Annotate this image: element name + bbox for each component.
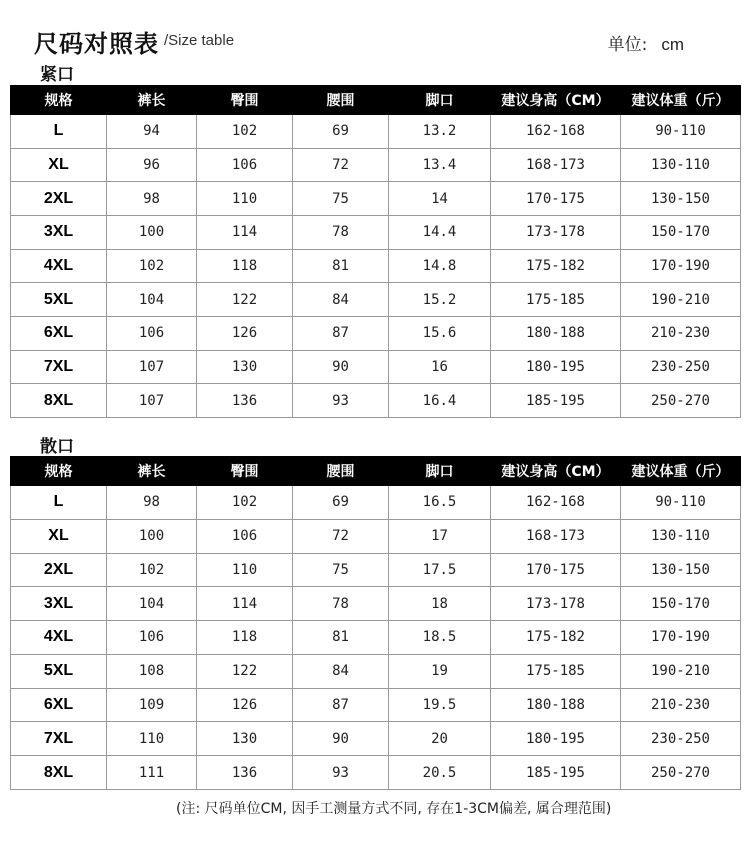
table-row bbox=[11, 654, 741, 688]
column-header: 建议体重（斤） bbox=[621, 457, 741, 486]
table-cell: 107 bbox=[107, 350, 197, 384]
table-cell: 230-250 bbox=[621, 722, 741, 756]
table-cell: 16 bbox=[389, 350, 491, 384]
table-row bbox=[11, 621, 741, 655]
table-cell: 78 bbox=[293, 215, 389, 249]
table-cell: 107 bbox=[107, 384, 197, 418]
section-label-tight: 紧口 bbox=[40, 65, 74, 85]
table-cell: 210-230 bbox=[621, 316, 741, 350]
table-cell: 87 bbox=[293, 688, 389, 722]
table-cell: 106 bbox=[197, 519, 293, 553]
table-cell: 106 bbox=[107, 316, 197, 350]
table-cell: 168-173 bbox=[491, 148, 621, 182]
table-cell: 81 bbox=[293, 249, 389, 283]
table-cell: 98 bbox=[107, 486, 197, 520]
page-title: 尺码对照表 bbox=[34, 30, 159, 58]
size-cell: 3XL bbox=[11, 587, 107, 621]
column-header: 建议身高（CM） bbox=[491, 86, 621, 115]
table-header-row bbox=[11, 457, 741, 486]
column-header: 臀围 bbox=[197, 86, 293, 115]
table-row bbox=[11, 182, 741, 216]
table-row bbox=[11, 115, 741, 149]
table-cell: 13.4 bbox=[389, 148, 491, 182]
column-header: 脚口 bbox=[389, 86, 491, 115]
table-cell: 130 bbox=[197, 722, 293, 756]
size-cell: L bbox=[11, 115, 107, 149]
measurement-note: (注: 尺码单位CM, 因手工测量方式不同, 存在1-3CM偏差, 属合理范围) bbox=[176, 801, 612, 817]
column-header: 裤长 bbox=[107, 86, 197, 115]
size-cell: 6XL bbox=[11, 316, 107, 350]
table-cell: 170-190 bbox=[621, 249, 741, 283]
table-cell: 109 bbox=[107, 688, 197, 722]
table-cell: 170-175 bbox=[491, 182, 621, 216]
table-row bbox=[11, 215, 741, 249]
size-cell: XL bbox=[11, 148, 107, 182]
column-header: 腰围 bbox=[293, 457, 389, 486]
table-cell: 122 bbox=[197, 283, 293, 317]
table-cell: 173-178 bbox=[491, 215, 621, 249]
table-cell: 104 bbox=[107, 283, 197, 317]
table-cell: 114 bbox=[197, 215, 293, 249]
table-cell: 20 bbox=[389, 722, 491, 756]
table-cell: 136 bbox=[197, 384, 293, 418]
table-cell: 175-185 bbox=[491, 654, 621, 688]
page-subtitle: /Size table bbox=[164, 32, 235, 49]
size-cell: 4XL bbox=[11, 621, 107, 655]
column-header: 规格 bbox=[11, 457, 107, 486]
unit-indicator bbox=[608, 30, 684, 55]
table-cell: 93 bbox=[293, 384, 389, 418]
table-cell: 118 bbox=[197, 621, 293, 655]
size-cell: 3XL bbox=[11, 215, 107, 249]
table-cell: 75 bbox=[293, 553, 389, 587]
table-row bbox=[11, 316, 741, 350]
table-cell: 15.2 bbox=[389, 283, 491, 317]
size-cell: 2XL bbox=[11, 553, 107, 587]
table-cell: 19 bbox=[389, 654, 491, 688]
size-cell: 7XL bbox=[11, 722, 107, 756]
table-cell: 96 bbox=[107, 148, 197, 182]
column-header: 建议体重（斤） bbox=[621, 86, 741, 115]
table-cell: 15.6 bbox=[389, 316, 491, 350]
table-cell: 106 bbox=[107, 621, 197, 655]
table-cell: 250-270 bbox=[621, 756, 741, 790]
table-cell: 118 bbox=[197, 249, 293, 283]
table-cell: 114 bbox=[197, 587, 293, 621]
table-cell: 185-195 bbox=[491, 384, 621, 418]
table-cell: 90 bbox=[293, 722, 389, 756]
table-cell: 13.2 bbox=[389, 115, 491, 149]
size-cell: 8XL bbox=[11, 384, 107, 418]
table-cell: 175-182 bbox=[491, 249, 621, 283]
table-cell: 69 bbox=[293, 486, 389, 520]
table-cell: 130-150 bbox=[621, 182, 741, 216]
size-cell: 5XL bbox=[11, 283, 107, 317]
table-cell: 93 bbox=[293, 756, 389, 790]
table-row bbox=[11, 148, 741, 182]
table-cell: 210-230 bbox=[621, 688, 741, 722]
size-cell: 2XL bbox=[11, 182, 107, 216]
table-cell: 126 bbox=[197, 316, 293, 350]
table-cell: 14.8 bbox=[389, 249, 491, 283]
table-row bbox=[11, 587, 741, 621]
table-cell: 84 bbox=[293, 654, 389, 688]
size-table-tight bbox=[10, 85, 741, 418]
table-cell: 126 bbox=[197, 688, 293, 722]
size-cell: 7XL bbox=[11, 350, 107, 384]
table-cell: 18 bbox=[389, 587, 491, 621]
table-cell: 110 bbox=[197, 553, 293, 587]
table-row bbox=[11, 249, 741, 283]
table-cell: 104 bbox=[107, 587, 197, 621]
table-cell: 90 bbox=[293, 350, 389, 384]
table-cell: 87 bbox=[293, 316, 389, 350]
table-cell: 69 bbox=[293, 115, 389, 149]
table-row bbox=[11, 486, 741, 520]
table-cell: 180-195 bbox=[491, 722, 621, 756]
table-row bbox=[11, 384, 741, 418]
table-cell: 175-185 bbox=[491, 283, 621, 317]
table-row bbox=[11, 688, 741, 722]
table-header-row bbox=[11, 86, 741, 115]
table-cell: 17.5 bbox=[389, 553, 491, 587]
size-cell: 5XL bbox=[11, 654, 107, 688]
table-cell: 170-190 bbox=[621, 621, 741, 655]
table-cell: 180-188 bbox=[491, 688, 621, 722]
size-cell: 4XL bbox=[11, 249, 107, 283]
table-cell: 90-110 bbox=[621, 486, 741, 520]
table-cell: 185-195 bbox=[491, 756, 621, 790]
table-cell: 190-210 bbox=[621, 654, 741, 688]
size-table-loose bbox=[10, 456, 741, 790]
table-cell: 98 bbox=[107, 182, 197, 216]
table-cell: 100 bbox=[107, 215, 197, 249]
size-cell: XL bbox=[11, 519, 107, 553]
column-header: 规格 bbox=[11, 86, 107, 115]
column-header: 腰围 bbox=[293, 86, 389, 115]
table-cell: 16.4 bbox=[389, 384, 491, 418]
table-cell: 102 bbox=[197, 115, 293, 149]
table-cell: 90-110 bbox=[621, 115, 741, 149]
table-cell: 100 bbox=[107, 519, 197, 553]
table-cell: 162-168 bbox=[491, 486, 621, 520]
table-cell: 75 bbox=[293, 182, 389, 216]
column-header: 建议身高（CM） bbox=[491, 457, 621, 486]
table-cell: 14 bbox=[389, 182, 491, 216]
column-header: 臀围 bbox=[197, 457, 293, 486]
table-cell: 20.5 bbox=[389, 756, 491, 790]
table-cell: 150-170 bbox=[621, 215, 741, 249]
table-cell: 173-178 bbox=[491, 587, 621, 621]
table-cell: 14.4 bbox=[389, 215, 491, 249]
table-cell: 19.5 bbox=[389, 688, 491, 722]
table-cell: 110 bbox=[197, 182, 293, 216]
section-label-loose: 散口 bbox=[40, 437, 74, 457]
table-cell: 18.5 bbox=[389, 621, 491, 655]
table-cell: 250-270 bbox=[621, 384, 741, 418]
table-cell: 130-150 bbox=[621, 553, 741, 587]
table-cell: 17 bbox=[389, 519, 491, 553]
table-cell: 111 bbox=[107, 756, 197, 790]
page-header bbox=[34, 22, 724, 58]
column-header: 裤长 bbox=[107, 457, 197, 486]
table-cell: 180-195 bbox=[491, 350, 621, 384]
table-cell: 162-168 bbox=[491, 115, 621, 149]
table-row bbox=[11, 519, 741, 553]
table-cell: 72 bbox=[293, 519, 389, 553]
table-cell: 102 bbox=[107, 553, 197, 587]
table-cell: 136 bbox=[197, 756, 293, 790]
table-cell: 72 bbox=[293, 148, 389, 182]
table-cell: 180-188 bbox=[491, 316, 621, 350]
table-cell: 122 bbox=[197, 654, 293, 688]
unit-value: cm bbox=[661, 35, 684, 54]
table-cell: 130-110 bbox=[621, 519, 741, 553]
table-cell: 81 bbox=[293, 621, 389, 655]
table-cell: 175-182 bbox=[491, 621, 621, 655]
table-cell: 102 bbox=[197, 486, 293, 520]
table-cell: 230-250 bbox=[621, 350, 741, 384]
table-row bbox=[11, 553, 741, 587]
size-cell: 8XL bbox=[11, 756, 107, 790]
table-row bbox=[11, 350, 741, 384]
table-cell: 190-210 bbox=[621, 283, 741, 317]
size-cell: L bbox=[11, 486, 107, 520]
table-cell: 84 bbox=[293, 283, 389, 317]
table-row bbox=[11, 756, 741, 790]
table-cell: 110 bbox=[107, 722, 197, 756]
size-cell: 6XL bbox=[11, 688, 107, 722]
table-cell: 106 bbox=[197, 148, 293, 182]
table-cell: 130-110 bbox=[621, 148, 741, 182]
table-row bbox=[11, 722, 741, 756]
table-cell: 130 bbox=[197, 350, 293, 384]
table-cell: 170-175 bbox=[491, 553, 621, 587]
table-cell: 102 bbox=[107, 249, 197, 283]
table-cell: 94 bbox=[107, 115, 197, 149]
unit-label: 单位: bbox=[607, 35, 648, 55]
table-cell: 78 bbox=[293, 587, 389, 621]
table-cell: 168-173 bbox=[491, 519, 621, 553]
table-cell: 16.5 bbox=[389, 486, 491, 520]
table-cell: 108 bbox=[107, 654, 197, 688]
table-cell: 150-170 bbox=[621, 587, 741, 621]
column-header: 脚口 bbox=[389, 457, 491, 486]
table-row bbox=[11, 283, 741, 317]
